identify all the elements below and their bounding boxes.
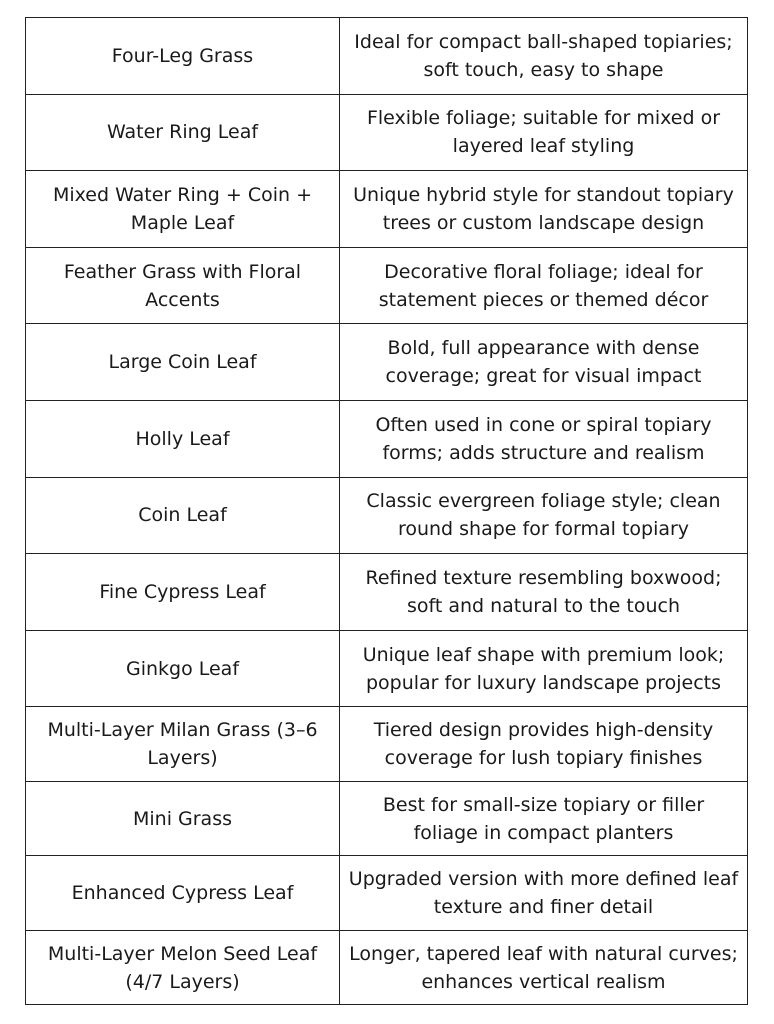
description-cell: Tiered design provides high-density coverage for lush topiary finishes xyxy=(340,707,748,782)
leaf-type-cell: Four-Leg Grass xyxy=(26,18,340,95)
table-row xyxy=(26,856,748,931)
foliage-table-body xyxy=(26,18,748,1005)
table-row xyxy=(26,94,748,171)
table-row xyxy=(26,554,748,631)
description-cell: Longer, tapered leaf with natural curves; enhances vertical realism xyxy=(340,930,748,1005)
leaf-type-cell: Enhanced Cypress Leaf xyxy=(26,856,340,931)
leaf-type-cell: Coin Leaf xyxy=(26,477,340,554)
leaf-type-cell: Mini Grass xyxy=(26,781,340,856)
description-cell: Flexible foliage; suitable for mixed or layered leaf styling xyxy=(340,94,748,171)
description-cell: Ideal for compact ball-shaped topiaries; soft touch, easy to shape xyxy=(340,18,748,95)
leaf-type-cell: Holly Leaf xyxy=(26,400,340,477)
table-row xyxy=(26,18,748,95)
leaf-type-cell: Ginkgo Leaf xyxy=(26,630,340,707)
table-row xyxy=(26,247,748,324)
leaf-type-cell: Water Ring Leaf xyxy=(26,94,340,171)
description-cell: Unique hybrid style for standout topiary trees or custom landscape design xyxy=(340,171,748,248)
description-cell: Classic evergreen foliage style; clean round shape for formal topiary xyxy=(340,477,748,554)
description-cell: Decorative floral foliage; ideal for statement pieces or themed décor xyxy=(340,247,748,324)
table-row xyxy=(26,400,748,477)
table-row xyxy=(26,781,748,856)
foliage-table xyxy=(25,17,748,1005)
description-cell: Upgraded version with more defined leaf texture and finer detail xyxy=(340,856,748,931)
table-row xyxy=(26,324,748,401)
table-row xyxy=(26,171,748,248)
leaf-type-cell: Fine Cypress Leaf xyxy=(26,554,340,631)
description-cell: Unique leaf shape with premium look; popular for luxury landscape projects xyxy=(340,630,748,707)
table-row xyxy=(26,630,748,707)
leaf-type-cell: Multi-Layer Melon Seed Leaf (4/7 Layers) xyxy=(26,930,340,1005)
table-row xyxy=(26,930,748,1005)
table-row xyxy=(26,707,748,782)
table-row xyxy=(26,477,748,554)
leaf-type-cell: Large Coin Leaf xyxy=(26,324,340,401)
description-cell: Bold, full appearance with dense coverage; great for visual impact xyxy=(340,324,748,401)
leaf-type-cell: Mixed Water Ring + Coin + Maple Leaf xyxy=(26,171,340,248)
leaf-type-cell: Multi-Layer Milan Grass (3–6 Layers) xyxy=(26,707,340,782)
description-cell: Best for small-size topiary or filler foliage in compact planters xyxy=(340,781,748,856)
description-cell: Often used in cone or spiral topiary forms; adds structure and realism xyxy=(340,400,748,477)
description-cell: Refined texture resembling boxwood; soft and natural to the touch xyxy=(340,554,748,631)
leaf-type-cell: Feather Grass with Floral Accents xyxy=(26,247,340,324)
